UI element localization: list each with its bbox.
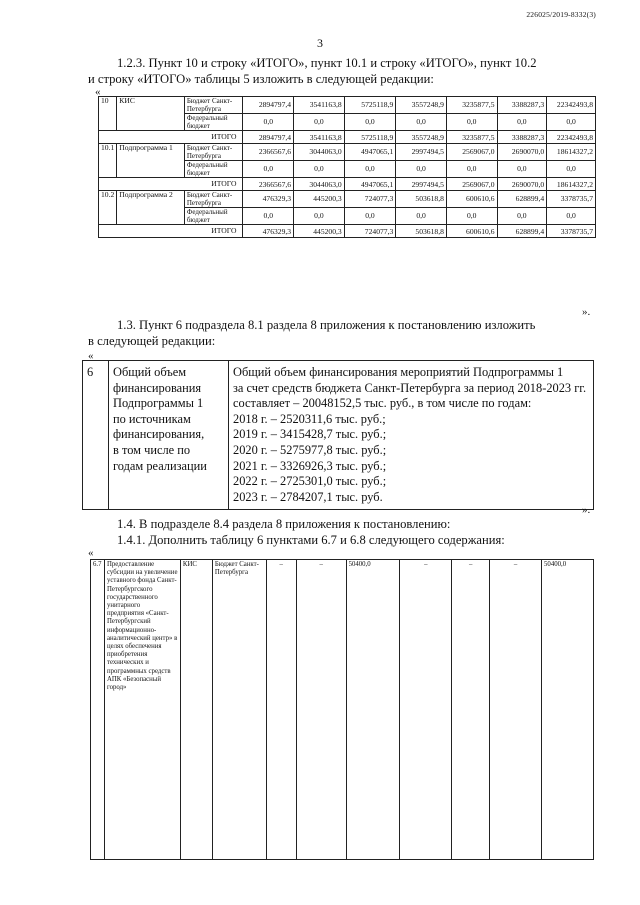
- table-6-executor: КИС: [180, 560, 212, 860]
- open-quote-2: «: [88, 350, 94, 362]
- table-cell: 445200,3: [294, 225, 345, 238]
- table-cell: 445200,3: [294, 191, 345, 208]
- table-cell: 0,0: [243, 114, 294, 131]
- table-row: [99, 191, 596, 208]
- row-name: КИС: [117, 97, 185, 131]
- table-cell: 5725118,9: [344, 131, 396, 144]
- right-line: за счет средств бюджета Санкт-Петербурга за период 2018-2023 гг.: [233, 380, 587, 395]
- right-line: Общий объем финансирования мероприятий Подпрограммы 1: [233, 365, 564, 379]
- row-source: Бюджет Санкт-Петербурга: [184, 144, 243, 161]
- table-cell: 3557248,9: [396, 97, 447, 114]
- table-cell: 0,0: [497, 208, 547, 225]
- right-line: 2021 г. – 3326926,3 тыс. руб.;: [233, 458, 387, 473]
- table-cell: 0,0: [396, 161, 447, 178]
- table-row: [99, 144, 596, 161]
- table-cell: 503618,8: [396, 191, 447, 208]
- section-1-2-3-line1: 1.2.3. Пункт 10 и строку «ИТОГО», пункт 10.1 и строку «ИТОГО», пункт 10.2: [117, 56, 537, 70]
- table-6-source: Бюджет Санкт-Петербурга: [212, 560, 266, 860]
- total-label: ИТОГО: [99, 178, 243, 191]
- left-line: по источникам: [113, 411, 191, 426]
- table-row: [99, 97, 596, 114]
- left-line: в том числе по: [113, 442, 191, 457]
- table-cell: 724077,3: [344, 191, 396, 208]
- table-cell: 0,0: [497, 114, 547, 131]
- table-cell: 0,0: [446, 114, 497, 131]
- table-cell: 3541163,8: [294, 97, 345, 114]
- table-cell: 3378735,7: [547, 225, 596, 238]
- row-source: Бюджет Санкт-Петербурга: [184, 97, 243, 114]
- section-1-3-line1: 1.3. Пункт 6 подраздела 8.1 раздела 8 приложения к постановлению изложить: [117, 318, 536, 332]
- right-line: 2018 г. – 2520311,6 тыс. руб.;: [233, 411, 386, 426]
- left-line: Общий объем: [113, 365, 187, 379]
- right-line: 2020 г. – 5275977,8 тыс. руб.;: [233, 442, 387, 457]
- right-line: 2022 г. – 2725301,0 тыс. руб.;: [233, 474, 387, 489]
- table-cell: 2366567,6: [243, 144, 294, 161]
- table-cell: 0,0: [547, 114, 596, 131]
- document-id: 226025/2019-8332(3): [526, 10, 596, 19]
- table-cell: 0,0: [396, 114, 447, 131]
- table-6-value: 50400,0: [346, 560, 400, 860]
- table-cell: 0,0: [344, 161, 396, 178]
- section-1-3-line2: в следующей редакции:: [88, 334, 216, 348]
- table-row: [99, 131, 596, 144]
- table-cell: 0,0: [294, 114, 345, 131]
- open-quote-3: «: [88, 547, 94, 559]
- table-8-1-num: 6: [83, 361, 109, 510]
- table-cell: 5725118,9: [344, 97, 396, 114]
- table-cell: 3235877,5: [446, 97, 497, 114]
- open-quote-1: «: [95, 86, 101, 98]
- table-cell: 3557248,9: [396, 131, 447, 144]
- row-source: Федеральный бюджет: [184, 114, 243, 131]
- table-cell: 0,0: [243, 208, 294, 225]
- table-cell: 503618,8: [396, 225, 447, 238]
- table-8-1-right: [229, 361, 594, 510]
- left-line: годам реализации: [113, 458, 207, 473]
- total-label: ИТОГО: [99, 225, 243, 238]
- table-cell: 4947065,1: [344, 144, 396, 161]
- table-cell: 724077,3: [344, 225, 396, 238]
- right-line: 2019 г. – 3415428,7 тыс. руб.;: [233, 427, 387, 442]
- table-8-1: [82, 360, 594, 510]
- table-cell: 628899,4: [497, 225, 547, 238]
- table-cell: 476329,3: [243, 191, 294, 208]
- table-row: [99, 225, 596, 238]
- table-6-value: –: [400, 560, 452, 860]
- table-6-value: –: [266, 560, 296, 860]
- table-8-1-left: [109, 361, 229, 510]
- table-cell: 2690070,0: [497, 144, 547, 161]
- table-cell: 3388287,3: [497, 97, 547, 114]
- close-quote-2: ».: [582, 504, 591, 516]
- table-cell: 2997494,5: [396, 178, 447, 191]
- row-number: 10.2: [99, 191, 117, 225]
- table-cell: 0,0: [396, 208, 447, 225]
- row-source: Федеральный бюджет: [184, 161, 243, 178]
- table-cell: 0,0: [344, 208, 396, 225]
- table-cell: 600610,6: [446, 225, 497, 238]
- table-cell: 3541163,8: [294, 131, 345, 144]
- table-6-value: –: [296, 560, 346, 860]
- row-source: Федеральный бюджет: [184, 208, 243, 225]
- table-6: [90, 559, 594, 860]
- table-cell: 476329,3: [243, 225, 294, 238]
- right-line: 2023 г. – 2784207,1 тыс. руб.: [233, 489, 383, 504]
- table-cell: 18614327,2: [547, 178, 596, 191]
- table-cell: 2569067,0: [446, 144, 497, 161]
- table-cell: 0,0: [344, 114, 396, 131]
- table-cell: 2997494,5: [396, 144, 447, 161]
- table-6-num: 6.7: [91, 560, 105, 860]
- table-cell: 2366567,6: [243, 178, 294, 191]
- table-cell: 0,0: [294, 208, 345, 225]
- table-cell: 2894797,4: [243, 131, 294, 144]
- table-6-value: –: [452, 560, 490, 860]
- total-label: ИТОГО: [99, 131, 243, 144]
- table-cell: 4947065,1: [344, 178, 396, 191]
- table-cell: 22342493,8: [547, 97, 596, 114]
- left-line: финансирования: [113, 380, 202, 395]
- table-row: [99, 178, 596, 191]
- section-1-4-line1: 1.4. В подразделе 8.4 раздела 8 приложения к постановлению:: [117, 517, 451, 531]
- table-6-description: Предоставление субсидии на увеличение уставного фонда Санкт-Петербургского государственного унитарного предприятия «Санкт-Петербургский информационно-аналитический центр» в целях обеспечения приобретения технических и программных средств АПК «Безопасный город»: [104, 560, 180, 860]
- table-cell: 3388287,3: [497, 131, 547, 144]
- row-name: Подпрограмма 2: [117, 191, 185, 225]
- table-5: [98, 96, 596, 238]
- table-cell: 3235877,5: [446, 131, 497, 144]
- page-number: 3: [317, 36, 323, 50]
- close-quote-1: ».: [582, 306, 591, 318]
- table-cell: 0,0: [547, 161, 596, 178]
- table-cell: 0,0: [547, 208, 596, 225]
- table-cell: 0,0: [446, 208, 497, 225]
- row-name: Подпрограмма 1: [117, 144, 185, 178]
- table-cell: 3378735,7: [547, 191, 596, 208]
- table-cell: 18614327,2: [547, 144, 596, 161]
- row-number: 10.1: [99, 144, 117, 178]
- row-source: Бюджет Санкт-Петербурга: [184, 191, 243, 208]
- table-cell: 22342493,8: [547, 131, 596, 144]
- section-1-2-3-line2: и строку «ИТОГО» таблицы 5 изложить в следующей редакции:: [88, 72, 434, 86]
- table-cell: 600610,6: [446, 191, 497, 208]
- table-cell: 3044063,0: [294, 178, 345, 191]
- table-cell: 628899,4: [497, 191, 547, 208]
- table-cell: 0,0: [497, 161, 547, 178]
- right-line: составляет – 20048152,5 тыс. руб., в том числе по годам:: [233, 396, 532, 411]
- table-cell: 2894797,4: [243, 97, 294, 114]
- row-number: 10: [99, 97, 117, 131]
- table-cell: 0,0: [294, 161, 345, 178]
- table-6-value: 50400,0: [542, 560, 594, 860]
- table-cell: 0,0: [446, 161, 497, 178]
- table-cell: 2569067,0: [446, 178, 497, 191]
- left-line: финансирования,: [113, 427, 205, 442]
- table-6-value: –: [490, 560, 542, 860]
- section-1-4-line2: 1.4.1. Дополнить таблицу 6 пунктами 6.7 и 6.8 следующего содержания:: [117, 533, 505, 547]
- left-line: Подпрограммы 1: [113, 396, 204, 411]
- table-cell: 2690070,0: [497, 178, 547, 191]
- table-cell: 0,0: [243, 161, 294, 178]
- table-cell: 3044063,0: [294, 144, 345, 161]
